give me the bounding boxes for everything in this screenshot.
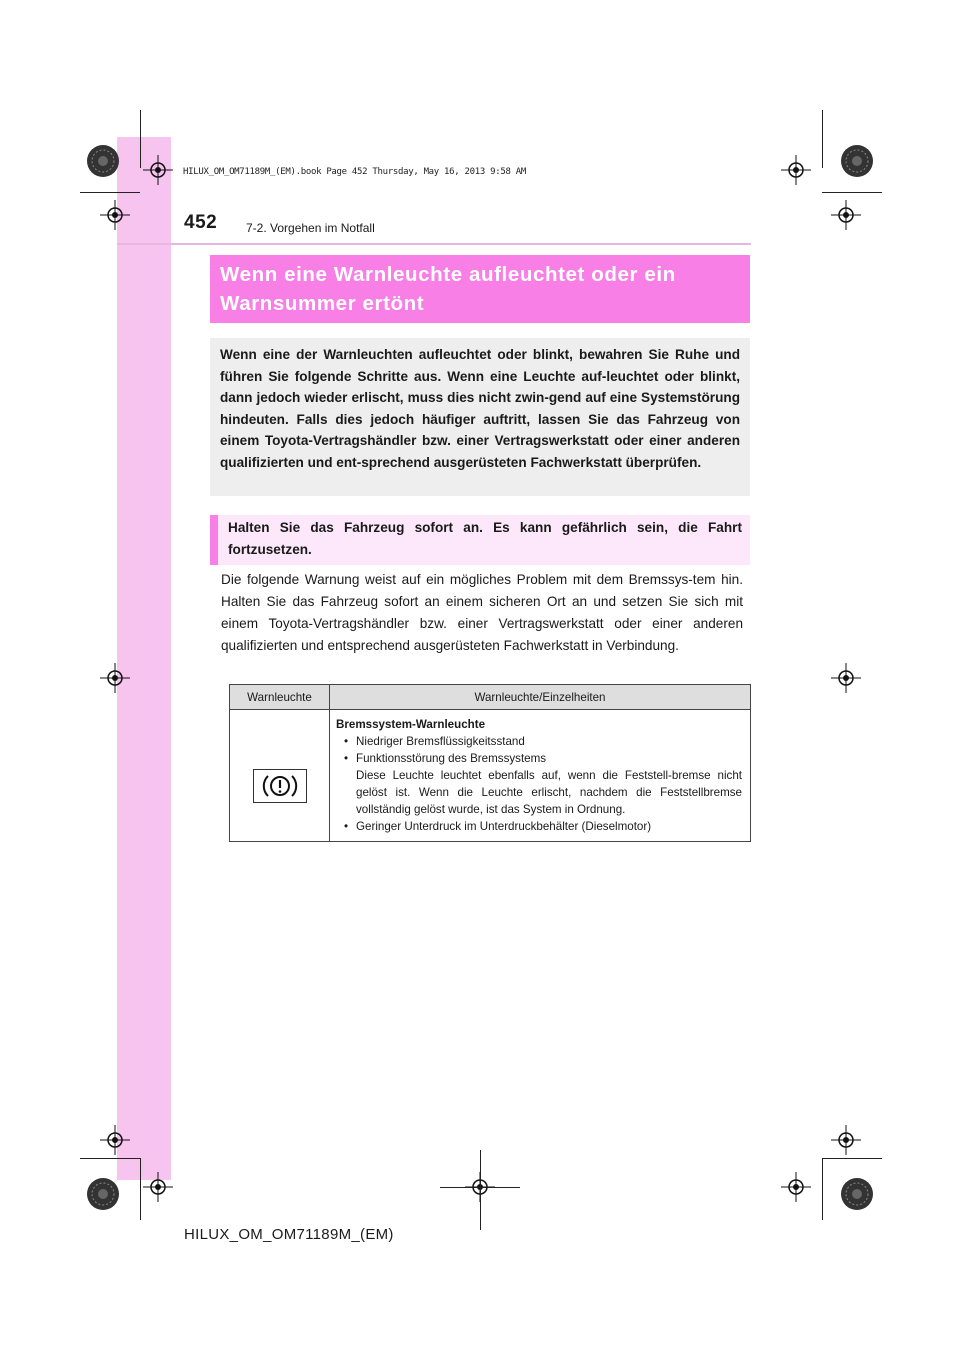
list-item: • Niedriger Bremsflüssigkeitsstand <box>344 735 525 748</box>
crop-line <box>80 192 140 193</box>
crop-line <box>80 1158 140 1159</box>
list-item: • Funktionsstörung des Bremssystems <box>344 752 547 765</box>
intro-box <box>210 338 750 496</box>
body-paragraph: Die folgende Warnung weist auf ein mögliches Problem mit dem Bremssys-tem hin. Halten Sie das Fahrzeug sofort an einem sicheren Ort an und setzen Sie sich mit einem Toyota-Vertragshändler bzw. einer Vertragswerkstatt oder einer anderen qualifizierten und entsprechend ausgerüsteten Fachwerkstatt in Verbindung. <box>221 572 743 653</box>
color-rosette-icon <box>86 1177 120 1211</box>
page-title: Wenn eine Warnleuchte aufleuchtet oder ein Warnsummer ertönt <box>220 263 676 315</box>
color-rosette-icon <box>86 144 120 178</box>
color-rosette-icon <box>840 144 874 178</box>
registration-mark-icon <box>831 663 861 693</box>
table-header-cell: Warnleuchte <box>230 685 330 710</box>
crop-line <box>822 110 823 168</box>
table-header-cell: Warnleuchte/Einzelheiten <box>330 685 751 710</box>
section-title: 7-2. Vorgehen im Notfall <box>246 221 375 235</box>
list-item-detail: Diese Leuchte leuchtet ebenfalls auf, wenn die Feststell-bremse nicht gelöst ist. Wenn die Leuchte erlischt, nachdem die Feststellbremse vollständig gelöst wurde, ist das System in Ordnung. <box>356 769 742 816</box>
registration-mark-icon <box>143 155 173 185</box>
crop-line <box>140 1158 141 1220</box>
registration-mark-icon <box>143 1172 173 1202</box>
warning-light-cell <box>230 710 330 842</box>
page-title-banner <box>210 255 750 323</box>
warning-accent-bar <box>210 515 218 565</box>
registration-mark-icon <box>831 1125 861 1155</box>
intro-text: Wenn eine der Warnleuchten aufleuchtet oder blinkt, bewahren Sie Ruhe und führen Sie folgende Schritte aus. Wenn eine Leuchte auf-leuchtet oder blinkt, dann jedoch wieder erlischt, muss dies nicht zwin-gend auf eine Systemstörung hindeuten. Falls dies jedoch häufiger auftritt, lassen Sie das Fahrzeug von einem Toyota-Vertragshändler bzw. einer Vertragswerkstatt oder einer anderen qualifizierten und ent-sprechend ausgerüsteten Fachwerkstatt überprüfen. <box>220 347 740 470</box>
crop-line <box>822 1158 823 1220</box>
page-sidebar-tab <box>117 137 171 1180</box>
warning-light-table <box>229 684 751 842</box>
crop-line <box>140 110 141 168</box>
crop-line <box>480 1150 481 1230</box>
print-slug: HILUX_OM_OM71189M_(EM).book Page 452 Thursday, May 16, 2013 9:58 AM <box>183 167 526 177</box>
warning-callout <box>210 515 750 565</box>
crop-line <box>822 192 882 193</box>
table-header-row <box>230 685 751 710</box>
registration-mark-icon <box>100 200 130 230</box>
header-rule <box>117 243 751 245</box>
page-number: 452 <box>184 212 218 233</box>
brake-warning-icon <box>253 769 307 803</box>
warning-text: Halten Sie das Fahrzeug sofort an. Es kann gefährlich sein, die Fahrt fortzusetzen. <box>228 520 742 557</box>
registration-mark-icon <box>781 155 811 185</box>
registration-mark-icon <box>831 200 861 230</box>
registration-mark-icon <box>100 1125 130 1155</box>
registration-mark-icon <box>781 1172 811 1202</box>
list-item: • Geringer Unterdruck im Unterdruckbehälter (Dieselmotor) <box>344 820 652 833</box>
details-cell <box>330 710 751 842</box>
page-footer: HILUX_OM_OM71189M_(EM) <box>184 1226 394 1243</box>
color-rosette-icon <box>840 1177 874 1211</box>
table-row <box>230 710 751 842</box>
detail-title: Bremssystem-Warnleuchte <box>336 718 486 731</box>
registration-mark-icon <box>100 663 130 693</box>
crop-line <box>822 1158 882 1159</box>
